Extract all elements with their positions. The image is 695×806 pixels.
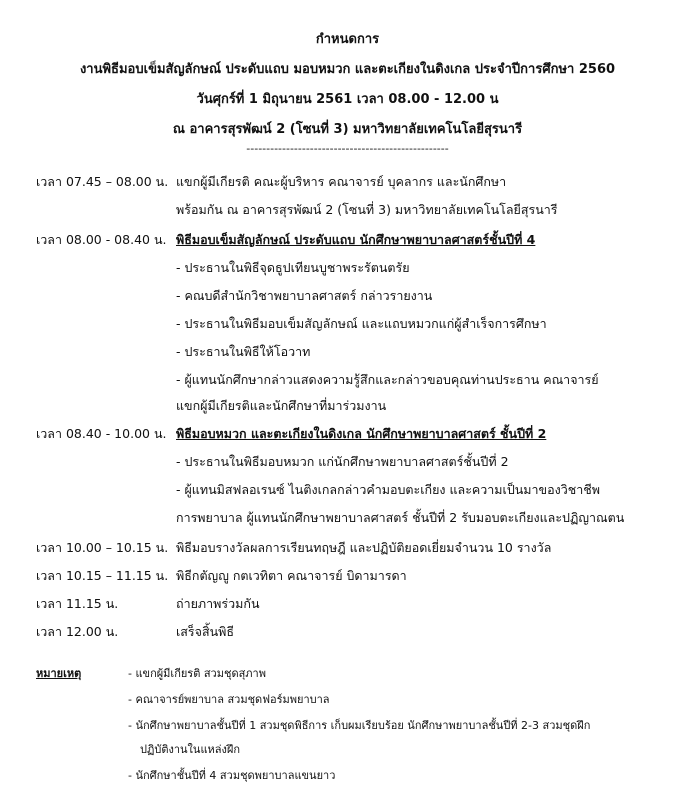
- schedule-time: เวลา 10.15 – 11.15 น.: [36, 568, 169, 583]
- schedule-line: แขกผู้มีเกียรติและนักศึกษาที่มาร่วมงาน: [176, 398, 387, 413]
- separator-line: ---------------------------------------------------: [246, 142, 449, 155]
- schedule-line: - คณบดีสำนักวิชาพยาบาลศาสตร์ กล่าวรายงาน: [176, 288, 433, 303]
- event-date-time: วันศุกร์ที่ 1 มิถุนายน 2561 เวลา 08.00 - 12.00 น: [196, 92, 499, 107]
- schedule-line: พร้อมกัน ณ อาคารสุรพัฒน์ 2 (โซนที่ 3) มหาวิทยาลัยเทคโนโลยีสุรนารี: [176, 202, 558, 217]
- note-item: - แขกผู้มีเกียรติ สวมชุดสุภาพ: [128, 667, 266, 680]
- schedule-line: เสร็จสิ้นพิธี: [176, 624, 234, 639]
- schedule-line: - ประธานในพิธีให้โอวาท: [176, 344, 311, 359]
- note-item: - นักศึกษาพยาบาลชั้นปีที่ 1 สวมชุดพิธีการ เก็บผมเรียบร้อย นักศึกษาพยาบาลชั้นปีที่ 2-3 สวมชุดฝึก: [128, 719, 591, 732]
- schedule-time: เวลา 07.45 – 08.00 น.: [36, 174, 169, 189]
- schedule-time: เวลา 08.40 - 10.00 น.: [36, 426, 167, 441]
- schedule-time: เวลา 12.00 น.: [36, 624, 119, 639]
- note-item: - คณาจารย์พยาบาล สวมชุดฟอร์มพยาบาล: [128, 693, 330, 706]
- document-title: กำหนดการ: [315, 32, 380, 47]
- schedule-time: เวลา 10.00 – 10.15 น.: [36, 540, 169, 555]
- schedule-line: ถ่ายภาพร่วมกัน: [176, 596, 260, 611]
- schedule-line: - ประธานในพิธีจุดธูปเทียนบูชาพระรัตนตรัย: [176, 260, 410, 275]
- schedule-line: - ประธานในพิธีมอบเข็มสัญลักษณ์ และแถบหมวกแก่ผู้สำเร็จการศึกษา: [176, 316, 547, 331]
- schedule-line: พิธีกตัญญู กตเวทิตา คณาจารย์ บิดามารดา: [176, 568, 407, 583]
- note-item: ปฏิบัติงานในแหล่งฝึก: [140, 743, 241, 756]
- schedule-section-title: พิธีมอบเข็มสัญลักษณ์ ประดับแถบ นักศึกษาพยาบาลศาสตร์ชั้นปีที่ 4: [176, 232, 536, 247]
- schedule-line: - ผู้แทนมิสฟลอเรนซ์ ไนติงเกลกล่าวคำมอบตะเกียง และความเป็นมาของวิชาชีพ: [176, 482, 600, 497]
- event-venue: ณ อาคารสุรพัฒน์ 2 (โซนที่ 3) มหาวิทยาลัยเทคโนโลยีสุรนารี: [172, 122, 523, 137]
- schedule-section-title: พิธีมอบหมวก และตะเกียงในดิงเกล นักศึกษาพยาบาลศาสตร์ ชั้นปีที่ 2: [176, 426, 547, 441]
- event-name: งานพิธีมอบเข็มสัญลักษณ์ ประดับแถบ มอบหมวก และตะเกียงในดิงเกล ประจำปีการศึกษา 2560: [79, 62, 616, 77]
- schedule-line: การพยาบาล ผู้แทนนักศึกษาพยาบาลศาสตร์ ชั้นปีที่ 2 รับมอบตะเกียงและปฏิญาณตน: [176, 510, 625, 525]
- schedule-line: แขกผู้มีเกียรติ คณะผู้บริหาร คณาจารย์ บุคลากร และนักศึกษา: [176, 174, 507, 189]
- schedule-time: เวลา 08.00 - 08.40 น.: [36, 232, 167, 247]
- notes-label: หมายเหตุ: [36, 667, 82, 680]
- schedule-line: - ประธานในพิธีมอบหมวก แก่นักศึกษาพยาบาลศาสตร์ชั้นปีที่ 2: [176, 454, 509, 469]
- note-item: - นักศึกษาชั้นปีที่ 4 สวมชุดพยาบาลแขนยาว: [128, 769, 336, 782]
- schedule-line: พิธีมอบรางวัลผลการเรียนทฤษฎี และปฏิบัติยอดเยี่ยมจำนวน 10 รางวัล: [176, 540, 552, 555]
- schedule-line: - ผู้แทนนักศึกษากล่าวแสดงความรู้สึกและกล่าวขอบคุณท่านประธาน คณาจารย์: [176, 372, 599, 387]
- schedule-time: เวลา 11.15 น.: [36, 596, 119, 611]
